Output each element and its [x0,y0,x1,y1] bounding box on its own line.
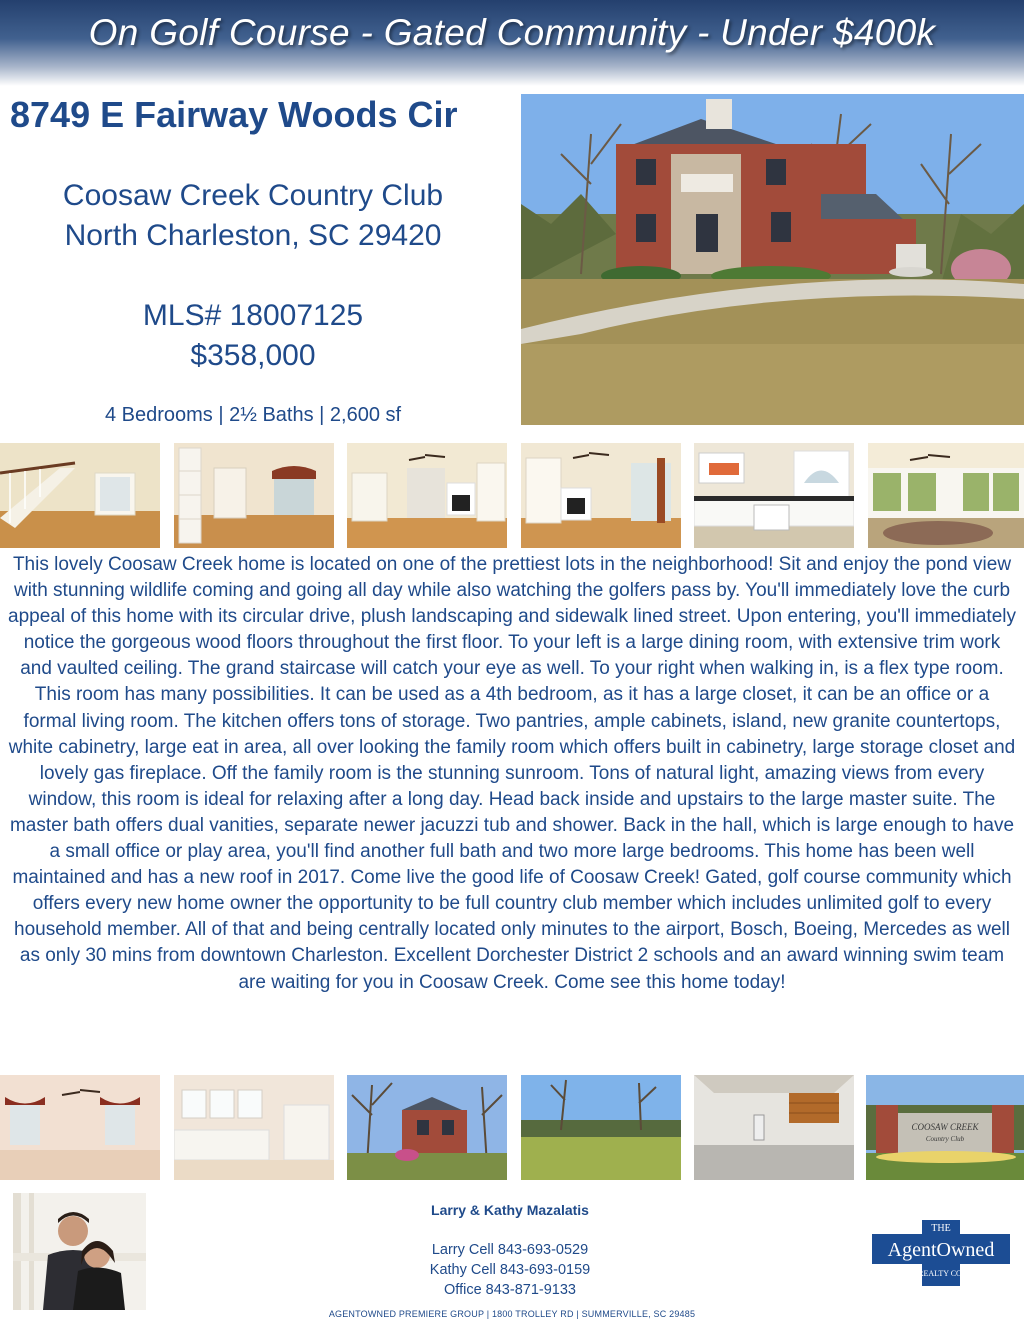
community-block [0,176,506,256]
logo-line1: THE [931,1223,951,1234]
city-state-zip: North Charleston, SC 29420 [64,219,442,252]
property-specs: 4 Bedrooms | 2½ Baths | 2,600 sf [104,404,402,426]
thumb-master-bedroom [0,1075,160,1180]
main-exterior-photo [521,94,1024,425]
thumb-family-room [347,443,507,548]
contact-numbers [340,1240,680,1300]
kathy-cell: Kathy Cell 843-693-0159 [429,1262,591,1278]
logo-line2: AgentOwned [887,1239,995,1261]
banner-headline: On Golf Course - Gated Community - Under $400k [88,12,936,53]
agents-photo [13,1193,146,1310]
agents-names: Larry & Kathy Mazalatis [431,1202,589,1218]
community-name: Coosaw Creek Country Club [62,179,444,212]
thumb-rear-exterior [347,1075,507,1180]
logo-line3: REALTY CO. [918,1269,964,1278]
list-price: $358,000 [190,339,316,372]
sign-text-line2: Country Club [925,1135,965,1143]
thumb-garage [694,1075,854,1180]
larry-cell: Larry Cell 843-693-0529 [431,1242,589,1258]
thumb-sunroom [868,443,1024,548]
brokerage-footer: AGENTOWNED PREMIERE GROUP | 1800 TROLLEY RD | SUMMERVILLE, SC 29485 [328,1309,696,1319]
agentowned-logo [872,1220,1010,1286]
mls-price-block [0,296,506,376]
header-banner [0,0,1024,86]
mls-number: MLS# 18007125 [142,299,364,332]
thumb-flex-room [174,443,334,548]
thumb-kitchen [694,443,854,548]
property-address: 8749 E Fairway Woods Cir [10,94,458,135]
thumb-community-entrance-sign [866,1075,1024,1180]
sign-text-line1: COOSAW CREEK [911,1122,979,1132]
thumb-master-bath [174,1075,334,1180]
property-description: This lovely Coosaw Creek home is located on one of the prettiest lots in the neighborhood! Sit and enjoy the pond view with stunning wildlife coming and going all day while also watching the golfers pass by. You'll immediately love the curb appeal of this home with its circular drive, plush landscaping and sidewalk lined street. Upon entering, you'll immediately notice the gorgeous wood floors throughout the first floor. To your left is a large dining room, with extensive trim work and vaulted ceiling. The grand staircase will catch your eye as well. To your right when walking in, is a flex type room. This room has many possibilities. It can be used as a 4th bedroom, as it has a large closet, it can be an office or a formal living room. The kitchen offers tons of storage. Two pantries, ample cabinets, island, new granite countertops, white cabinetry, large eat in area, all over looking the family room which offers built in cabinetry, large storage closet and lovely gas fireplace. Off the family room is the stunning sunroom. Tons of natural light, amazing views from every window, this room is ideal for relaxing after a long day. Head back inside and upstairs to the large master suite. The master bath offers dual vanities, separate newer jacuzzi tub and shower. Back in the hall, which is large enough to have a small office or play area, you'll find another full bath and two more large bedrooms. This home has been well maintained and has a new roof in 2017. Come live the good life of Coosaw Creek! Gated, golf course community which offers every new home owner the opportunity to be full country club member which includes unlimited golf to every household member. All of that and being centrally located only minutes to the airport, Bosch, Boeing, Mercedes as well as only 30 mins from downtown Charleston. Excellent Dorchester District 2 schools and an award winning swim team are waiting for you in Coosaw Creek. Come see this home today! [8,554,1016,993]
thumb-fireplace [521,443,681,548]
office-phone: Office 843-871-9133 [444,1282,576,1298]
thumb-backyard-pond [521,1075,681,1180]
thumb-staircase-foyer [0,443,160,548]
